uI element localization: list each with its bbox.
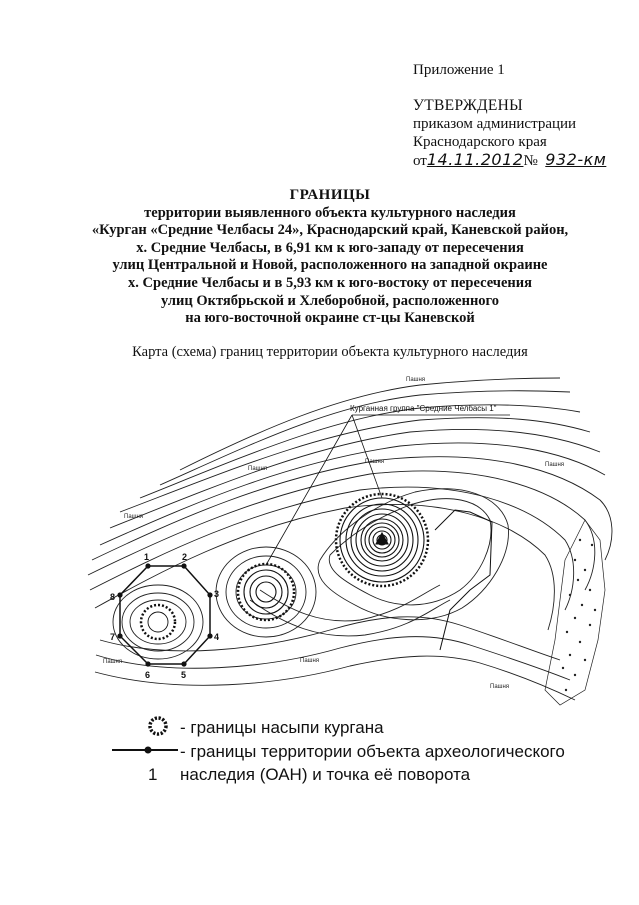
- map-caption: Карта (схема) границ территории объекта культурного наследия: [132, 344, 528, 360]
- title-heading: ГРАНИЦЫ: [289, 187, 371, 203]
- group-label: Курганная группа "Средние Челбасы 1": [350, 404, 497, 413]
- field-label: Пашня: [124, 514, 144, 520]
- boundary-point: [145, 661, 150, 666]
- date-prefix: от: [413, 153, 427, 169]
- dotted-strip: [545, 520, 605, 705]
- point-label: 8: [110, 592, 116, 602]
- field-label: Пашня: [365, 459, 385, 465]
- boundary-point: [117, 633, 122, 638]
- plot-boundary: [435, 510, 492, 650]
- large-mound: [336, 494, 428, 586]
- title-line: территории выявленного объекта культурного наследия: [144, 204, 516, 221]
- boundary-point: [117, 592, 122, 597]
- approved-by-line1: приказом администрации: [413, 116, 577, 132]
- number-value: 932-км: [545, 150, 607, 169]
- approval-block: [413, 97, 606, 170]
- field-label: Пашня: [103, 659, 123, 665]
- field-label: Пашня: [300, 658, 320, 664]
- mound-24: [120, 566, 210, 664]
- title-line: на юго-восточной окраине ст-цы Каневской: [185, 310, 475, 327]
- approved-title: УТВЕРЖДЕНЫ: [413, 97, 523, 114]
- boundary-point: [181, 563, 186, 568]
- approved-by-line2: Краснодарского края: [413, 134, 547, 150]
- boundary-point: [145, 563, 150, 568]
- group-leader-lines: [266, 415, 510, 565]
- legend-point-number: 1: [148, 765, 158, 784]
- point-label: 5: [181, 670, 187, 680]
- contour-map: [0, 366, 639, 706]
- document-title: [60, 187, 600, 328]
- middle-mound: [238, 564, 294, 620]
- field-label: Пашня: [248, 466, 268, 472]
- field-label: Пашня: [545, 462, 565, 468]
- legend-oan-boundary-line2: наследия (ОАН) и точка её поворота: [180, 765, 471, 784]
- field-label: Пашня: [406, 377, 426, 383]
- field-label: Пашня: [490, 684, 510, 690]
- boundary-point: [207, 633, 212, 638]
- title-line: х. Средние Челбасы, в 6,91 км к юго-западу от пересечения: [136, 239, 524, 256]
- point-label: 3: [214, 589, 220, 599]
- point-label: 6: [145, 670, 151, 680]
- oan-legend-icon: [110, 740, 182, 760]
- mound-legend-icon: [140, 714, 180, 738]
- legend-oan-boundary-line1: - границы территории объекта археологического: [180, 742, 565, 761]
- approval-date-line: [413, 151, 606, 170]
- appendix-label: Приложение 1: [413, 62, 505, 78]
- title-line: х. Средние Челбасы и в 5,93 км к юго-востоку от пересечения: [128, 274, 532, 291]
- date-value: 14.11.2012: [426, 150, 524, 169]
- boundary-point: [181, 661, 186, 666]
- point-label: 1: [144, 552, 150, 562]
- number-prefix: №: [523, 153, 538, 169]
- boundary-point: [207, 592, 212, 597]
- legend-mound-boundary: - границы насыпи кургана: [180, 718, 384, 737]
- title-line: улиц Центральной и Новой, расположенного на западной окраине: [112, 257, 548, 274]
- title-line: «Курган «Средние Челбасы 24», Краснодарский край, Каневской район,: [91, 222, 569, 239]
- contour-lines: [88, 378, 612, 700]
- point-label: 7: [110, 632, 116, 642]
- point-label: 2: [182, 552, 188, 562]
- title-line: улиц Октябрьской и Хлеборобной, расположенного: [160, 292, 500, 309]
- point-label: 4: [214, 632, 220, 642]
